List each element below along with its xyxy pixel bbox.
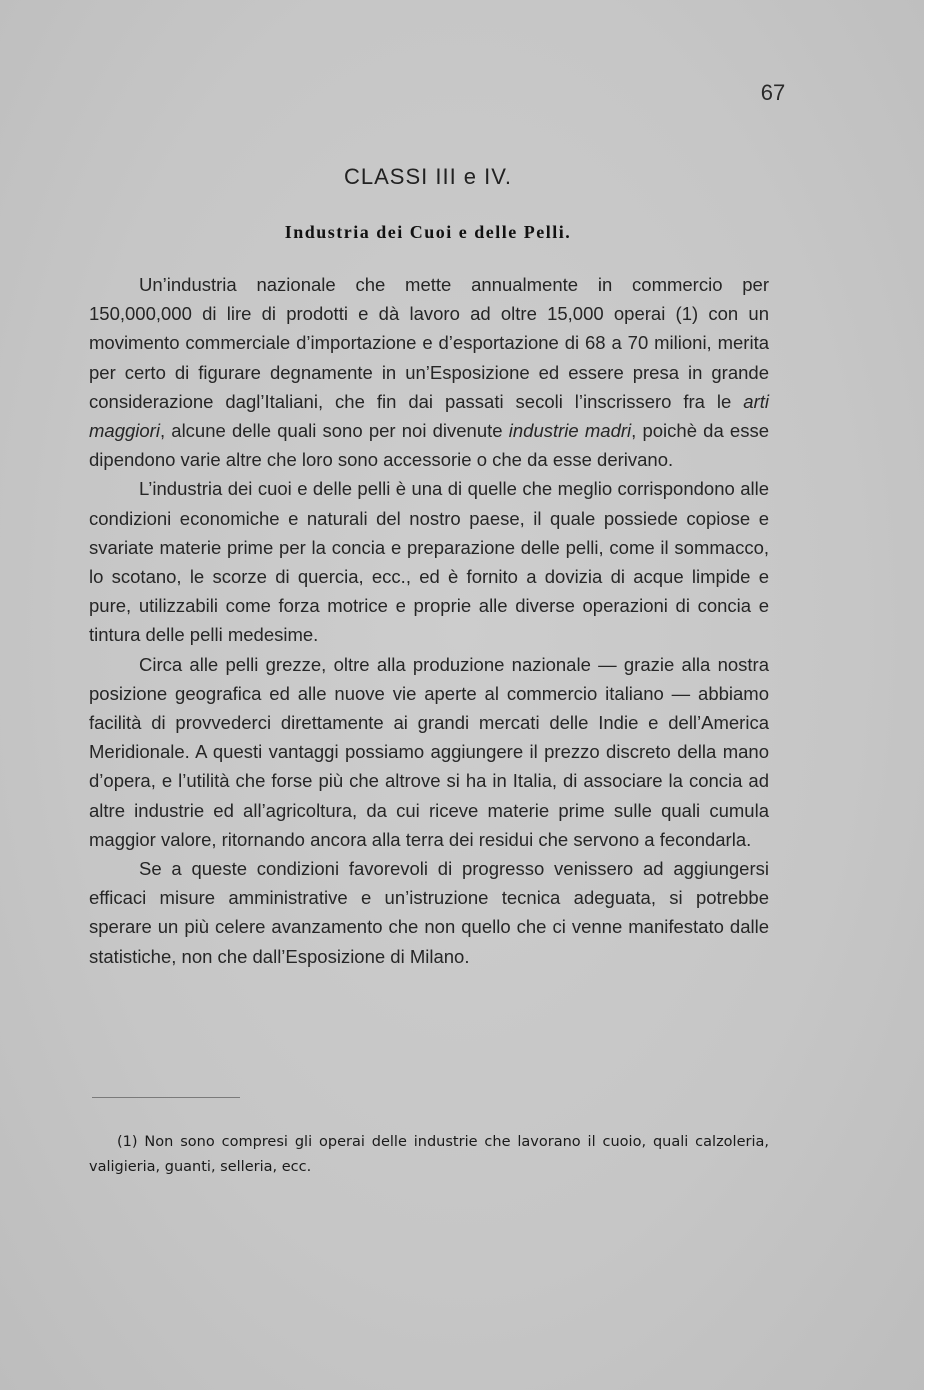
paragraph-3: Circa alle pelli grezze, oltre alla produzione nazionale — grazie alla nostra posizione geografica ed alle nuove vie aperte al commercio italiano — abbiamo facilità di provvederci direttamente ai grandi mercati delle Indie e dell’America Meridionale. A questi vantaggi possiamo aggiungere il prezzo discreto della mano d’opera, e l’utilità che forse più che altrove si ha in Italia, di associare la concia ad altre industrie ed all’agricoltura, da cui riceve materie prime sulle quali cumula maggior valore, ritornando ancora alla terra dei residui che servono a fecondarla. bbox=[89, 653, 769, 850]
page-number: 67 bbox=[760, 80, 786, 105]
body-text bbox=[89, 270, 769, 971]
italic-industrie-madri: industrie madri bbox=[508, 420, 632, 442]
paragraph-4: Se a queste condizioni favorevoli di progresso venissero ad aggiungersi efficaci misure amministrative e un’istruzione tecnica adeguata, si potrebbe sperare un più celere avanzamento che non quello che ci venne manifestato dalle statistiche, non che dall’Esposizione di Milano. bbox=[89, 858, 769, 967]
paragraph-1-text-b: , alcune delle quali sono per noi divenute bbox=[159, 420, 509, 442]
footnote-separator bbox=[92, 1097, 240, 1098]
italic-arti-maggiori: arti maggiori bbox=[89, 390, 769, 442]
paragraph-1-text-a: Un’industria nazionale che mette annualmente in commercio per 150,000,000 di lire di prodotti e dà lavoro ad oltre 15,000 operai (1) con un movimento commerciale d’importazione e d’esportazione di 68 a 70 milioni, merita per certo di figurare degnamente in un’Esposizione ed essere presa in grande considerazione dagl’Italiani, che fin dai passati secoli l’inscrissero fra le bbox=[89, 274, 769, 412]
section-title: CLASSI III e IV. bbox=[343, 164, 513, 189]
paragraph-1 bbox=[89, 270, 769, 474]
paragraph-1-text-c: , poichè da esse dipendono varie altre che loro sono accessorie o che da esse derivano. bbox=[89, 420, 770, 471]
paragraph-2: L’industria dei cuoi e delle pelli è una di quelle che meglio corrispondono alle condizioni economiche e naturali del nostro paese, il quale possiede copiose e svariate materie prime per la concia e preparazione delle pelli, come il sommacco, lo scotano, le scorze di quercia, ecc., ed è fornito a dovizia di acque limpide e pure, utilizzabili come forza motrice e proprie alle diverse operazioni di concia e tintura delle pelli medesime. bbox=[89, 478, 769, 646]
footnote: (1) Non sono compresi gli operai delle industrie che lavorano il cuoio, quali calzoleria, valigieria, guanti, selleria, ecc. bbox=[89, 1134, 769, 1175]
section-subtitle: Industria dei Cuoi e delle Pelli. bbox=[284, 222, 572, 242]
